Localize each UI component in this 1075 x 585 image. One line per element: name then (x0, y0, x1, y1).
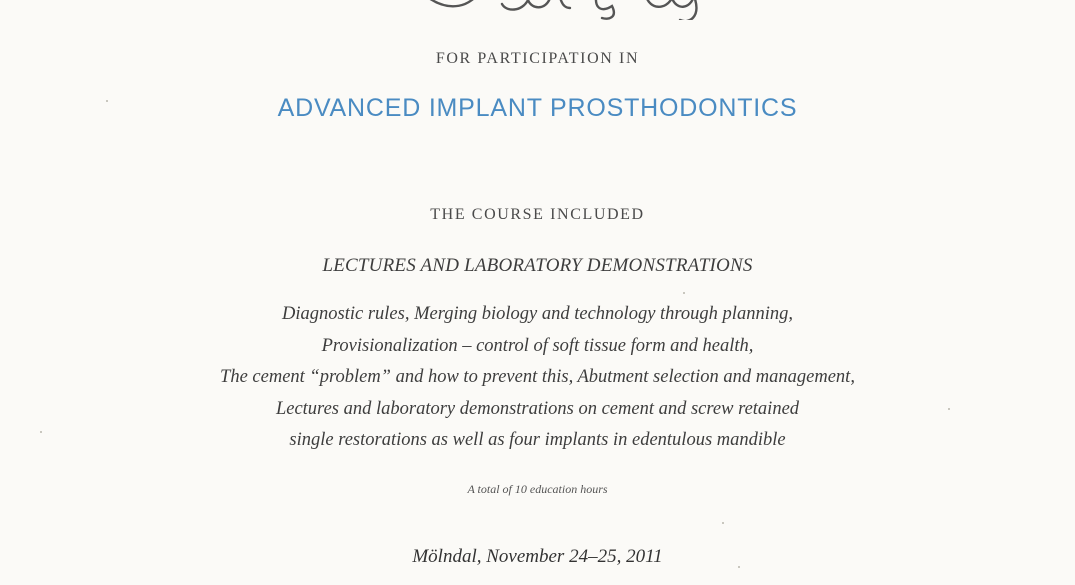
paper-speck (106, 100, 108, 102)
education-hours: A total of 10 education hours (467, 482, 608, 496)
topic-line: Provisionalization – control of soft tissue form and health, (321, 335, 754, 356)
participation-line: FOR PARTICIPATION IN (435, 50, 640, 67)
paper-speck (722, 522, 724, 524)
location-date: Mölndal, November 24–25, 2011 (412, 546, 663, 567)
cropped-script-heading (420, 0, 720, 20)
paper-speck (40, 431, 42, 433)
topic-line: single restorations as well as four implants in edentulous mandible (289, 430, 786, 450)
topic-line: Lectures and laboratory demonstrations on cement and screw retained (275, 398, 800, 419)
lectures-heading: LECTURES AND LABORATORY DEMONSTRATIONS (322, 255, 753, 276)
topic-line: The cement “problem” and how to prevent this, Abutment selection and management, (220, 367, 855, 387)
topics-list (0, 299, 1075, 457)
paper-speck (683, 292, 685, 294)
course-included-heading: THE COURSE INCLUDED (430, 206, 645, 223)
topic-line: Diagnostic rules, Merging biology and technology through planning, (282, 304, 793, 324)
paper-speck (948, 408, 950, 410)
course-title: ADVANCED IMPLANT PROSTHODONTICS (277, 94, 798, 122)
paper-speck (738, 566, 740, 568)
